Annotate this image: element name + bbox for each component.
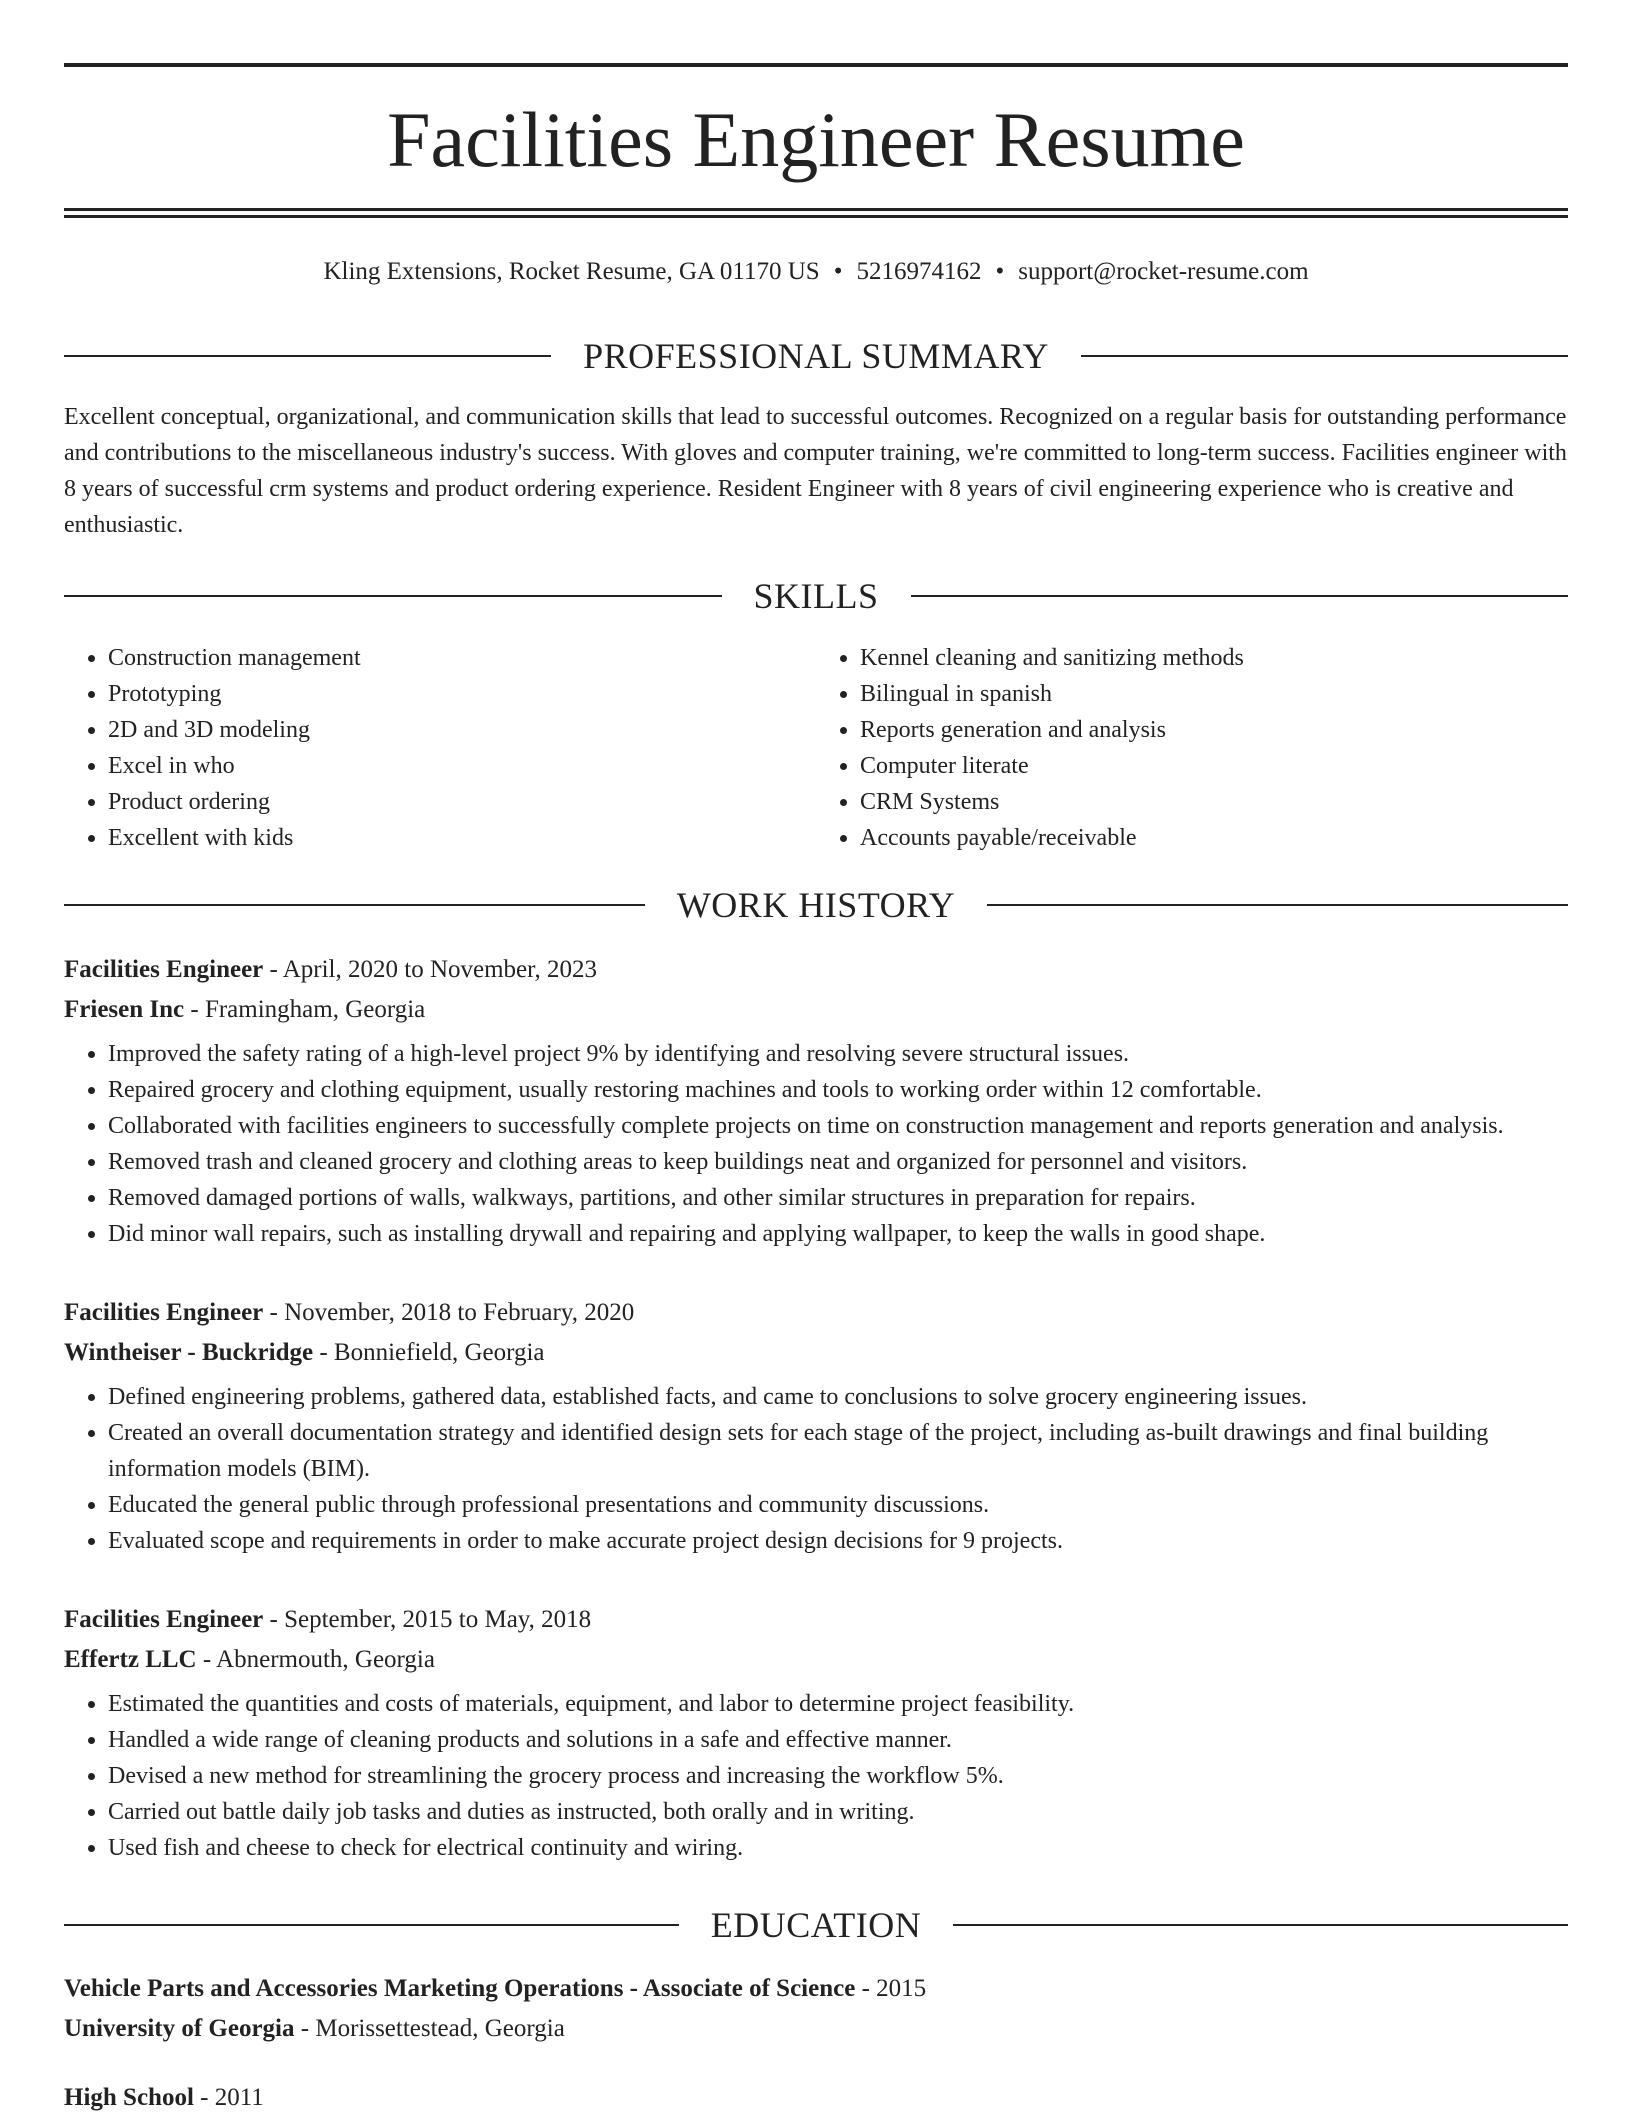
heading-rule [64, 904, 645, 906]
skill-item: • Excellent with kids [108, 820, 816, 856]
job-bullet: • Removed trash and cleaned grocery and clothing areas to keep buildings neat and organized for personnel and visitors. [108, 1144, 1568, 1180]
job-location: - Framingham, Georgia [184, 996, 426, 1023]
heading-rule [987, 904, 1568, 906]
job-bullet: • Improved the safety rating of a high-level project 9% by identifying and resolving severe structural issues. [108, 1036, 1568, 1072]
heading-rule [911, 595, 1569, 597]
job-bullet: • Educated the general public through professional presentations and community discussions. [108, 1487, 1568, 1523]
job-location: - Bonniefield, Georgia [313, 1339, 545, 1366]
skill-item: • Prototyping [108, 676, 816, 712]
heading-rule [64, 595, 722, 597]
school-location: - Morissettestead, Georgia [294, 2015, 565, 2042]
skill-item: • Reports generation and analysis [860, 712, 1568, 748]
job-bullet: • Devised a new method for streamlining the grocery process and increasing the workflow 5%. [108, 1758, 1568, 1794]
job-dates: - September, 2015 to May, 2018 [263, 1606, 592, 1633]
job-company: Friesen Inc [64, 996, 185, 1023]
degree-year: - 2011 [193, 2084, 264, 2111]
job-bullet: • Created an overall documentation strategy and identified design sets for each stage of the project, including as-built drawings and final building information models (BIM). [108, 1415, 1568, 1487]
job-bullet: • Carried out battle daily job tasks and duties as instructed, both orally and in writing. [108, 1794, 1568, 1830]
degree-year: - 2015 [855, 1975, 927, 2002]
work-heading [64, 883, 1568, 927]
skill-item: • Computer literate [860, 748, 1568, 784]
education-entry [64, 1969, 1568, 2049]
job-bullet: • Removed damaged portions of walls, walkways, partitions, and other similar structures in preparation for repairs. [108, 1180, 1568, 1216]
job-title: Facilities Engineer [64, 956, 264, 983]
job-title-line [64, 1293, 1568, 1333]
heading-rule [64, 1924, 679, 1926]
job-bullets [64, 1686, 1568, 1866]
skill-item: • Construction management [108, 640, 816, 676]
education-heading-label: EDUCATION [710, 1905, 922, 1945]
job-bullet: • Handled a wide range of cleaning products and solutions in a safe and effective manner. [108, 1722, 1568, 1758]
skills-heading [64, 574, 1568, 618]
job-bullet: • Used fish and cheese to check for electrical continuity and wiring. [108, 1830, 1568, 1866]
skill-item: • 2D and 3D modeling [108, 712, 816, 748]
heading-rule [1081, 355, 1568, 357]
skill-item: • Product ordering [108, 784, 816, 820]
contact-line [64, 254, 1568, 290]
job-title: Facilities Engineer [64, 1606, 264, 1633]
skill-item: • CRM Systems [860, 784, 1568, 820]
work-heading-label: WORK HISTORY [676, 885, 956, 925]
skills-column-left [64, 640, 816, 856]
heading-rule [64, 355, 551, 357]
contact-separator: • [995, 258, 1005, 285]
job-bullet: • Collaborated with facilities engineers to successfully complete projects on time on construction management and reports generation and analysis. [108, 1108, 1568, 1144]
job-entry [64, 1293, 1568, 1559]
school: University of Georgia [64, 2015, 295, 2042]
job-bullet: • Defined engineering problems, gathered data, established facts, and came to conclusions to solve grocery engineering issues. [108, 1379, 1568, 1415]
job-company-line [64, 1333, 1568, 1373]
contact-separator: • [833, 258, 843, 285]
skill-item: • Accounts payable/receivable [860, 820, 1568, 856]
job-entry [64, 950, 1568, 1252]
education-entry [64, 2078, 1568, 2118]
summary-text: Excellent conceptual, organizational, and communication skills that lead to successful outcomes. Recognized on a regular basis for outstanding performance and contributions to the miscellaneous industry's success. With gloves and computer training, we're committed to long-term success. Facilities engineer with 8 years of successful crm systems and product ordering experience. Resident Engineer with 8 years of civil engineering experience who is creative and enthusiastic. [64, 404, 1567, 538]
school-line [64, 2009, 1568, 2049]
job-company-line [64, 1640, 1568, 1680]
skills-column-right [816, 640, 1568, 856]
skill-item: • Kennel cleaning and sanitizing methods [860, 640, 1568, 676]
title-double-rule [64, 208, 1568, 218]
job-dates: - April, 2020 to November, 2023 [263, 956, 597, 983]
job-entry [64, 1600, 1568, 1866]
skills-heading-label: SKILLS [753, 576, 879, 616]
degree: Vehicle Parts and Accessories Marketing Operations - Associate of Science [64, 1975, 856, 2002]
degree: High School [64, 2084, 194, 2111]
skill-item: • Bilingual in spanish [860, 676, 1568, 712]
degree-line [64, 2078, 1568, 2118]
skill-item: • Excel in who [108, 748, 816, 784]
contact-email: support@rocket-resume.com [1018, 258, 1309, 285]
job-location: - Abnermouth, Georgia [196, 1646, 435, 1673]
degree-line [64, 1969, 1568, 2009]
job-title-line [64, 1600, 1568, 1640]
job-dates: - November, 2018 to February, 2020 [263, 1299, 635, 1326]
contact-address: Kling Extensions, Rocket Resume, GA 01170 US [323, 258, 820, 285]
job-title-line [64, 950, 1568, 990]
job-bullets [64, 1379, 1568, 1559]
job-company: Effertz LLC [64, 1646, 197, 1673]
skills-list [64, 640, 1568, 856]
job-bullet: • Estimated the quantities and costs of materials, equipment, and labor to determine project feasibility. [108, 1686, 1568, 1722]
contact-phone: 5216974162 [856, 258, 982, 285]
job-bullet: • Repaired grocery and clothing equipment, usually restoring machines and tools to working order within 12 comfortable. [108, 1072, 1568, 1108]
job-bullet: • Did minor wall repairs, such as installing drywall and repairing and applying wallpaper, to keep the walls in good shape. [108, 1216, 1568, 1252]
heading-rule [953, 1924, 1568, 1926]
top-rule [64, 63, 1568, 67]
education-heading [64, 1903, 1568, 1947]
job-bullets [64, 1036, 1568, 1252]
job-bullet: • Evaluated scope and requirements in order to make accurate project design decisions for 9 projects. [108, 1523, 1568, 1559]
page-title: Facilities Engineer Resume [387, 96, 1245, 183]
job-company-line [64, 990, 1568, 1030]
summary-heading-label: PROFESSIONAL SUMMARY [583, 336, 1049, 376]
job-company: Wintheiser - Buckridge [64, 1339, 314, 1366]
summary-heading [64, 334, 1568, 378]
job-title: Facilities Engineer [64, 1299, 264, 1326]
